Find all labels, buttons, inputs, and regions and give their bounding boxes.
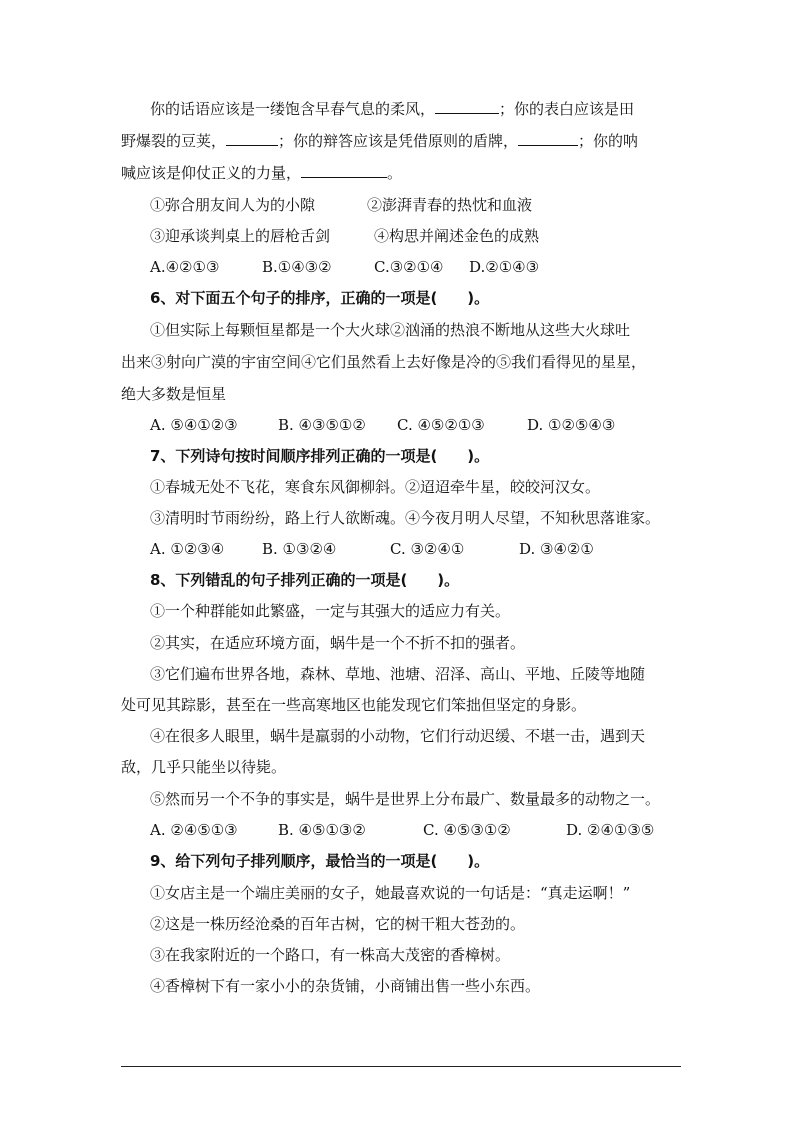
- intro-option-c: C.③②①④: [374, 258, 444, 276]
- answer-blank: [301, 163, 387, 178]
- question-6-title: 6、对下面五个句子的排序，正确的一项是( )。: [150, 289, 490, 307]
- intro-text: ；你的表白应该是田: [499, 100, 635, 118]
- question-9-text: ④香樟树下有一家小小的杂货铺，小商铺出售一些小东西。: [150, 977, 541, 995]
- question-6-option-b: B. ④③⑤①②: [278, 416, 366, 434]
- question-8-text: ⑤然而另一个不争的事实是，蜗牛是世界上分布最广、数量最多的动物之一。: [150, 790, 661, 808]
- question-6-text: 绝大多数是恒星: [121, 385, 227, 403]
- question-6-text: 出来③射向广漠的宇宙空间④它们虽然看上去好像是冷的⑤我们看得见的星星，: [121, 353, 647, 371]
- question-7-text: ③清明时节雨纷纷，路上行人欲断魂。④今夜月明人尽望，不知秋思落谁家。: [150, 509, 661, 527]
- intro-item-1: ①弥合朋友间人为的小隙: [150, 196, 316, 214]
- intro-item-4: ④构思并阐述金色的成熟: [374, 227, 540, 245]
- question-8-text: 敌，几乎只能坐以待毙。: [121, 758, 287, 776]
- question-7-text: ①春城无处不飞花，寒食东风御柳斜。②迢迢牵牛星，皎皎河汉女。: [150, 478, 601, 496]
- question-9-text: ②这是一株历经沧桑的百年古树，它的树干粗大苍劲的。: [150, 915, 526, 933]
- intro-text: 喊应该是仰仗正义的力量，: [121, 164, 302, 182]
- intro-item-3: ③迎承谈判桌上的唇枪舌剑: [150, 227, 331, 245]
- intro-text: ；你的呐: [578, 132, 639, 150]
- intro-item-2: ②澎湃青春的热忱和血液: [367, 196, 533, 214]
- question-7-title: 7、下列诗句按时间顺序排列正确的一项是( )。: [150, 447, 490, 465]
- footer-divider: [121, 1066, 681, 1067]
- question-8-option-a: A. ②④⑤①③: [150, 821, 238, 839]
- question-8-text: ①一个种群能如此繁盛，一定与其强大的适应力有关。: [150, 602, 511, 620]
- question-6-text: ①但实际上每颗恒星都是一个大火球②汹涌的热浪不断地从这些大火球吐: [150, 321, 631, 339]
- question-7-option-c: C. ③②④①: [390, 540, 465, 558]
- answer-blank: [518, 131, 578, 146]
- intro-line-3: [121, 163, 402, 183]
- answer-blank: [435, 99, 499, 114]
- question-6-option-d: D. ①②⑤④③: [527, 416, 616, 434]
- question-8-option-c: C. ④⑤③①②: [423, 821, 511, 839]
- intro-option-b: B.①④③②: [262, 258, 332, 276]
- question-8-option-d: D. ②④①③⑤: [566, 821, 655, 839]
- intro-text: ；你的辩答应该是凭借原则的盾牌，: [278, 132, 519, 150]
- intro-line-2: [121, 131, 638, 151]
- question-9-title: 9、给下列句子排列顺序，最恰当的一项是( )。: [150, 852, 490, 870]
- question-7-option-d: D. ③④②①: [519, 540, 594, 558]
- question-7-option-b: B. ①③②④: [262, 540, 337, 558]
- question-9-text: ①女店主是一个端庄美丽的女子，她最喜欢说的一句话是：“真走运啊！”: [150, 884, 631, 902]
- intro-text: 你的话语应该是一缕饱含早春气息的柔风，: [150, 100, 436, 118]
- question-8-text: ④在很多人眼里，蜗牛是羸弱的小动物，它们行动迟缓、不堪一击，遇到天: [150, 727, 646, 745]
- intro-text: 。: [387, 164, 403, 182]
- intro-option-d: D.②①④③: [469, 258, 540, 276]
- question-8-option-b: B. ④⑤①③②: [278, 821, 366, 839]
- question-6-option-a: A. ⑤④①②③: [150, 416, 238, 434]
- intro-line-1: [150, 99, 634, 119]
- answer-blank: [226, 131, 278, 146]
- question-8-text: 处可见其踪影，甚至在一些高寒地区也能发现它们笨拙但坚定的身影。: [121, 696, 587, 714]
- question-7-option-a: A. ①②③④: [150, 540, 225, 558]
- question-8-title: 8、下列错乱的句子排列正确的一项是( )。: [150, 571, 460, 589]
- question-6-option-c: C. ④⑤②①③: [397, 416, 485, 434]
- intro-option-a: A.④②①③: [150, 258, 220, 276]
- intro-text: 野爆裂的豆荚，: [121, 132, 227, 150]
- question-9-text: ③在我家附近的一个路口，有一株高大茂密的香樟树。: [150, 946, 511, 964]
- question-8-text: ③它们遍布世界各地，森林、草地、池塘、沼泽、高山、平地、丘陵等地随: [150, 665, 646, 683]
- question-8-text: ②其实，在适应环境方面，蜗牛是一个不折不扣的强者。: [150, 634, 526, 652]
